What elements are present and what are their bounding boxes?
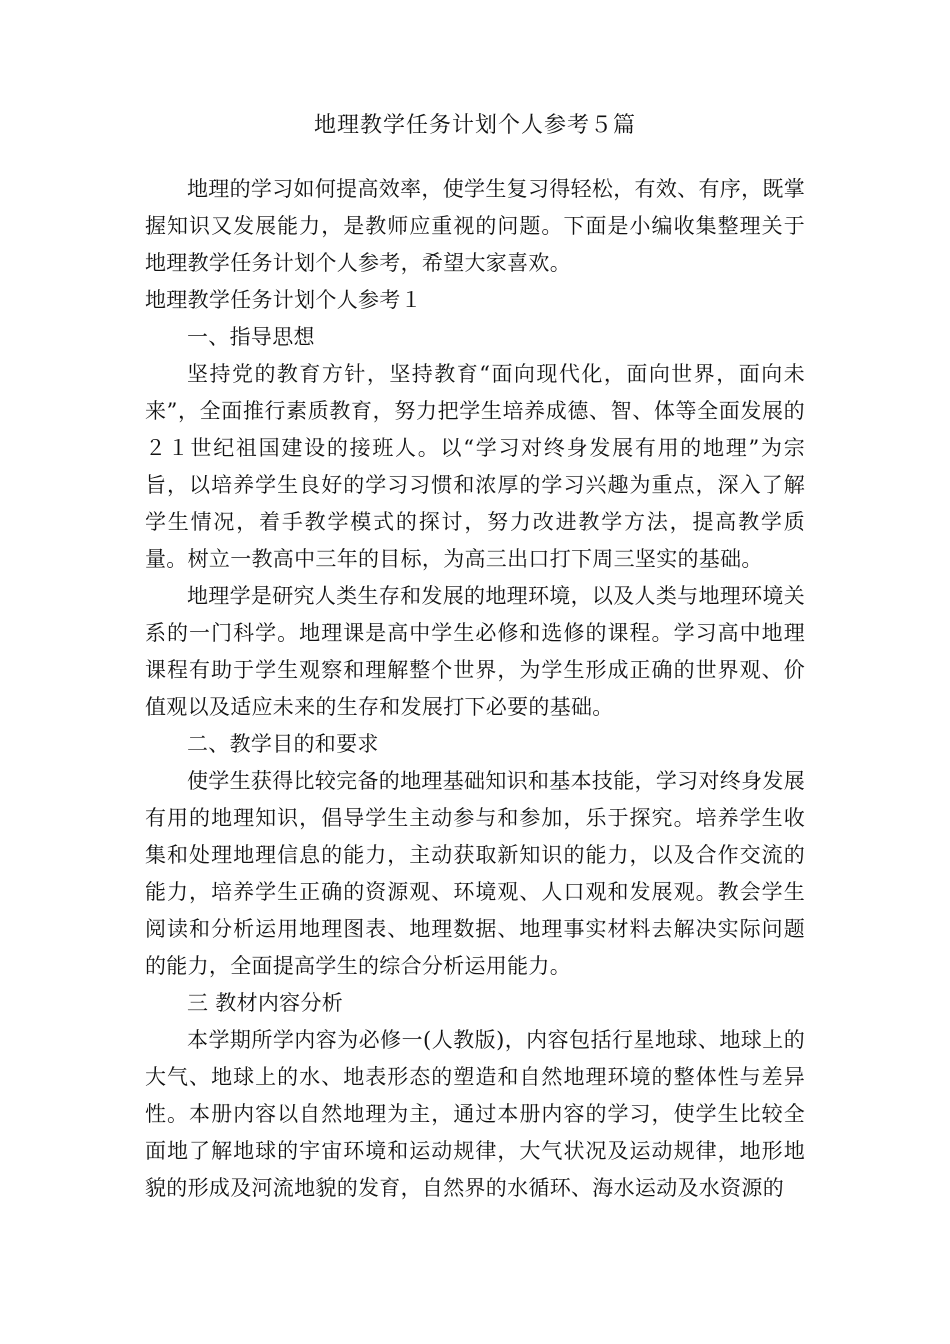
heading-teaching-goals: 二、教学目的和要求 <box>187 732 379 756</box>
heading-guiding-thought: 一、指导思想 <box>187 325 315 349</box>
paragraph-geography-definition: 地理学是研究人类生存和发展的地理环境，以及人类与地理环境关系的一门科学。地理课是高中学生必修和选修的课程。学习高中地理课程有助于学生观察和理解整个世界，为学生形成正确的世界观、价值观以及适应未来的生存和发展打下必要的基础。 <box>145 584 805 719</box>
paragraph-guiding-thought: 坚持党的教育方针，坚持教育“面向现代化，面向世界，面向未来”，全面推行素质教育，努力把学生培养成德、智、体等全面发展的２１世纪祖国建设的接班人。以“学习对终身发展有用的地理”为宗旨，以培养学生良好的学习习惯和浓厚的学习兴趣为重点，深入了解学生情况，着手教学模式的探讨，努力改进教学方法，提高教学质量。树立一教高中三年的目标，为高三出口打下周三坚实的基础。 <box>145 362 805 571</box>
section-title: 地理教学任务计划个人参考１ <box>145 288 422 312</box>
intro-paragraph: 地理的学习如何提高效率，使学生复习得轻松，有效、有序，既掌握知识又发展能力，是教师应重视的问题。下面是小编收集整理关于地理教学任务计划个人参考，希望大家喜欢。 <box>145 177 805 275</box>
paragraph-teaching-goals: 使学生获得比较完备的地理基础知识和基本技能，学习对终身发展有用的地理知识，倡导学生主动参与和参加，乐于探究。培养学生收集和处理地理信息的能力，主动获取新知识的能力，以及合作交流的能力，培养学生正确的资源观、环境观、人口观和发展观。教会学生阅读和分析运用地理图表、地理数据、地理事实材料去解决实际问题的能力，全面提高学生的综合分析运用能力。 <box>145 769 805 978</box>
document-body <box>145 171 805 1207</box>
document-title: 地理教学任务计划个人参考５篇 <box>313 113 636 138</box>
heading-textbook-analysis: 三 教材内容分析 <box>187 991 344 1015</box>
paragraph-textbook-analysis: 本学期所学内容为必修一(人教版)，内容包括行星地球、地球上的大气、地球上的水、地表形态的塑造和自然地理环境的整体性与差异性。本册内容以自然地理为主，通过本册内容的学习，使学生比较全面地了解地球的宇宙环境和运动规律，大气状况及运动规律，地形地貌的形成及河流地貌的发育，自然界的水循环、海水运动及水资源的 <box>145 1028 805 1200</box>
